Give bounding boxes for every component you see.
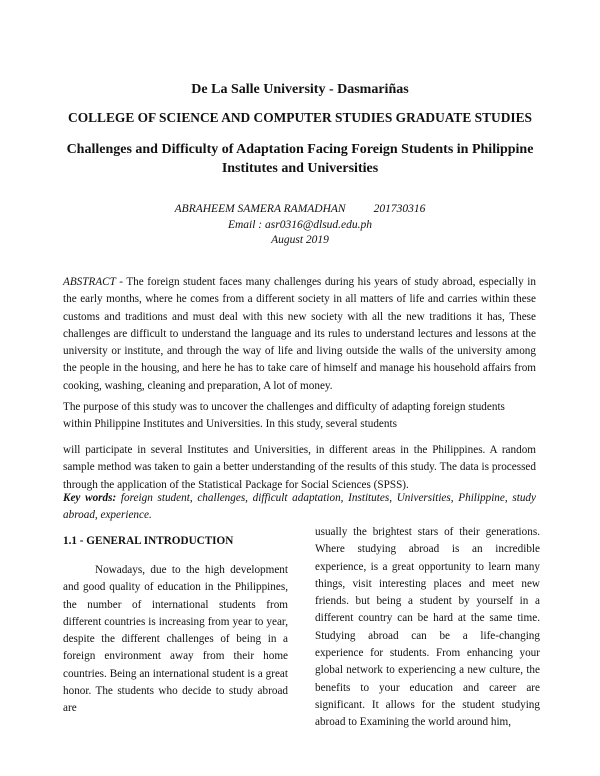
author-id: 201730316 (373, 203, 426, 215)
abstract-text: The foreign student faces many challenges during his years of study abroad, especially in the early months, where he comes from a different society in all matters of life and carries within these customs and traditions and must deal with this new society with all the new traditions it has, These challenges are difficult to understand the language and its rules to understand lectures and lessons at the university or institute, and through the way of life and living outside the walls of the university among the people in the housing, and here he has to take care of himself and manage his household affairs from cooking, washing, cleaning and preparation, A lot of money. (63, 276, 536, 392)
keywords-label: Key words: (63, 492, 117, 504)
section-heading-introduction: 1.1 - GENERAL INTRODUCTION (63, 535, 234, 547)
keywords-text: foreign student, challenges, difficult adaptation, Institutes, Universities, Philippine, study abroad, experience. (63, 492, 536, 522)
purpose-paragraph: The purpose of this study was to uncover the challenges and difficulty of adapting foreign students within Philippine Institutes and Universities. In this study, several students (63, 401, 505, 431)
keywords-paragraph (63, 490, 536, 525)
continuation-paragraph: will participate in several Institutes and Universities, in different areas in the Philippines. A random sample method was taken to gain a better understanding of the results of this study. The data is processed through the application of the Statistical Package for Social Sciences (SPSS). (63, 444, 536, 491)
author-line (0, 203, 600, 215)
intro-right-column: usually the brightest stars of their generations. Where studying abroad is an incredible experience, is a great opportunity to learn many things, visit interesting places and meet new friends. but being a student by yourself in a different country can be hard at the same time. Studying abroad can be a life-changing experience for students. From enhancing your global network to experiencing a new culture, the benefits to your education and career are significant. It allows for the student studying abroad to Examining the world around him, (315, 526, 540, 729)
author-email: Email : asr0316@dlsud.edu.ph (227, 219, 373, 231)
abstract-paragraph (63, 274, 536, 395)
college-name: COLLEGE OF SCIENCE AND COMPUTER STUDIES GRADUATE STUDIES (68, 110, 532, 125)
author-name: ABRAHEEM SAMERA RAMADHAN (174, 203, 346, 215)
paper-date: August 2019 (271, 234, 329, 246)
paper-title: Challenges and Difficulty of Adaptation Facing Foreign Students in Philippine Institutes and Universities (66, 142, 534, 176)
abstract-label: ABSTRACT - (63, 276, 123, 288)
intro-left-column: Nowadays, due to the high development and good quality of education in the Philippines, the number of international students from different countries is increasing from year to year, despite the different challenges of being in a foreign environment away from their home countries. Being an international student is a great honor. The students who decide to study abroad are (63, 564, 288, 715)
university-name: De La Salle University - Dasmariñas (191, 82, 409, 97)
